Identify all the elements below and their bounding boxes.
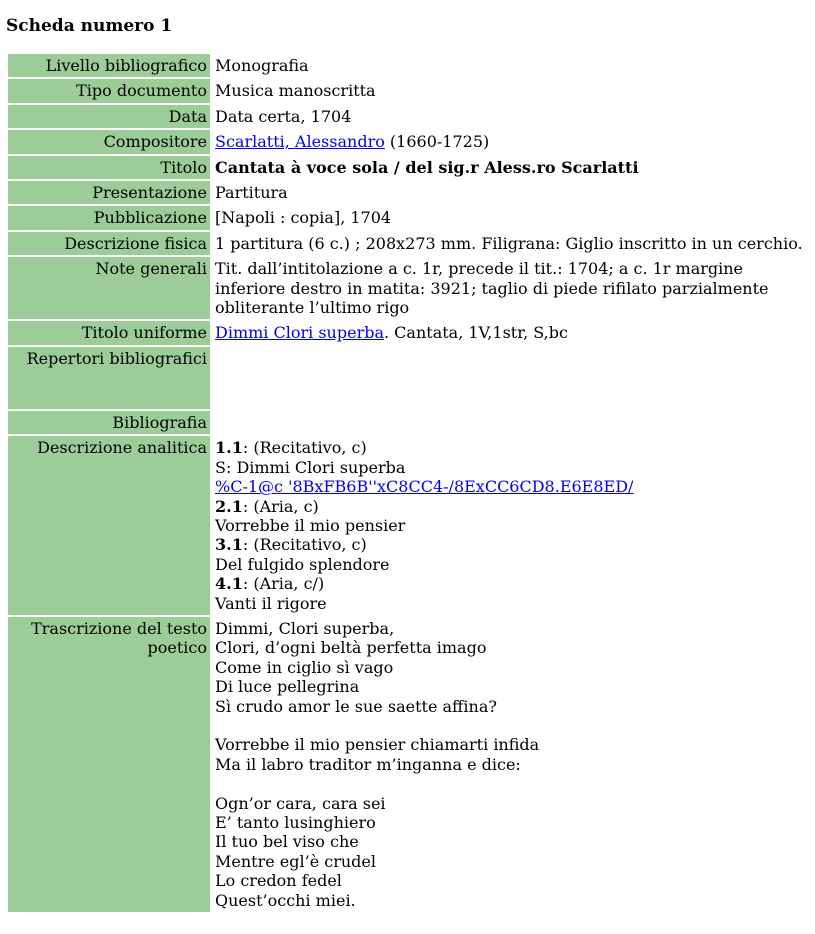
stanza-break [215, 774, 807, 793]
row-presentazione [8, 181, 810, 204]
analytic-incipit [215, 477, 807, 496]
incipit-link[interactable]: %C-1@c '8BxFB6B''xC8CC4-/8ExCC6CD8.E6E8ED/ [215, 477, 634, 497]
analytic-entry-heading [215, 574, 807, 593]
row-tipo [8, 79, 810, 102]
row-data [8, 105, 810, 128]
label-tipo: Tipo documento [8, 79, 210, 102]
value-presentazione: Partitura [215, 183, 288, 203]
label-trascrizione [8, 617, 210, 912]
analytic-entry-text: S: Dimmi Clori superba [215, 457, 406, 477]
poem-line: Dimmi, Clori superba, [215, 618, 395, 638]
label-titolo-uniforme: Titolo uniforme [8, 321, 210, 344]
page-title: Scheda numero 1 [6, 16, 173, 36]
label-compositore: Compositore [8, 130, 210, 153]
analytic-entry-number: 2.1 [215, 496, 243, 516]
poem-line: Mentre egl’è crudel [215, 851, 376, 871]
value-livello: Monografia [215, 56, 309, 75]
value-compositore [212, 130, 810, 153]
analytic-entry-text: Vanti il rigore [215, 593, 327, 613]
poem-line: Di luce pellegrina [215, 677, 360, 697]
analytic-entry-heading [215, 497, 807, 516]
row-descrizione-fisica [8, 232, 810, 255]
label-trascrizione-line: poetico [147, 638, 207, 658]
analytic-entry-desc: : (Recitativo, c) [242, 438, 367, 458]
label-bibliografia: Bibliografia [8, 411, 210, 434]
analytic-entry-desc: : (Aria, c) [242, 496, 319, 516]
composer-link[interactable]: Scarlatti, Alessandro [215, 132, 385, 152]
analytic-entry-desc: : (Aria, c/) [242, 574, 325, 594]
poem-line: E’ tanto lusinghiero [215, 812, 376, 832]
poem-line: Ogn’or cara, cara sei [215, 793, 386, 813]
poem-line: Come in ciglio sì vago [215, 657, 394, 677]
label-livello: Livello bibliografico [8, 54, 210, 77]
note-line: Tit. dall’intitolazione a c. 1r, precede il tit.: 1704; a c. 1r margine [215, 259, 744, 279]
poem-line: Vorrebbe il mio pensier chiamarti infida [215, 735, 540, 755]
poem-line: Quest’occhi miei. [215, 890, 356, 910]
analytic-entry-number: 3.1 [215, 535, 243, 555]
value-trascrizione [212, 617, 810, 912]
poem-line: Ma il labro traditor m’inganna e dice: [215, 754, 521, 774]
value-repertori [212, 347, 810, 409]
analytic-entry-desc: : (Recitativo, c) [242, 535, 367, 555]
value-descrizione-fisica: 1 partitura (6 c.) ; 208x273 mm. Filigrana: Giglio inscritto in un cerchio. [215, 233, 803, 253]
label-note: Note generali [8, 257, 210, 319]
label-presentazione: Presentazione [8, 181, 210, 204]
uniform-title-link[interactable]: Dimmi Clori superba [215, 323, 384, 343]
composer-dates: (1660-1725) [384, 132, 490, 152]
row-livello [8, 54, 810, 77]
value-tipo: Musica manoscritta [215, 81, 376, 101]
row-pubblicazione [8, 206, 810, 229]
row-descrizione-analitica [8, 436, 810, 615]
label-titolo: Titolo [8, 156, 210, 179]
uniform-title-suffix: . Cantata, 1V,1str, S,bc [384, 323, 568, 343]
row-note [8, 257, 810, 319]
value-data: Data certa, 1704 [215, 106, 352, 126]
analytic-entry-heading [215, 438, 807, 457]
analytic-entry-heading [215, 535, 807, 554]
analytic-entry-number: 4.1 [215, 574, 243, 594]
poem-line: Sì crudo amor le sue saette affina? [215, 696, 497, 716]
label-descrizione-fisica: Descrizione fisica [8, 232, 210, 255]
value-titolo-uniforme [212, 321, 810, 344]
note-line: inferiore destro in matita: 3921; taglio di piede rifilato parzialmente [215, 278, 769, 298]
row-bibliografia [8, 411, 810, 434]
row-trascrizione [8, 617, 810, 912]
poem-line: Clori, d’ogni beltà perfetta imago [215, 638, 487, 658]
row-repertori [8, 347, 810, 409]
label-repertori: Repertori bibliografici [8, 347, 210, 409]
stanza-break [215, 716, 807, 735]
poem-line: Lo credon fedel [215, 871, 342, 891]
label-trascrizione-line: Trascrizione del testo [31, 618, 207, 638]
value-bibliografia [212, 411, 810, 434]
value-descrizione-analitica [212, 436, 810, 615]
row-compositore [8, 130, 810, 153]
poem-line: Il tuo bel viso che [215, 832, 359, 852]
record-table [6, 52, 812, 914]
label-data: Data [8, 105, 210, 128]
note-line: obliterante l’ultimo rigo [215, 298, 410, 318]
label-pubblicazione: Pubblicazione [8, 206, 210, 229]
analytic-entry-text: Vorrebbe il mio pensier [215, 515, 406, 535]
label-descrizione-analitica: Descrizione analitica [8, 436, 210, 615]
value-note [212, 257, 810, 319]
value-titolo: Cantata à voce sola / del sig.r Aless.ro Scarlatti [215, 157, 639, 177]
analytic-entry-text: Del fulgido splendore [215, 554, 390, 574]
row-titolo [8, 156, 810, 179]
row-titolo-uniforme [8, 321, 810, 344]
value-pubblicazione: [Napoli : copia], 1704 [215, 208, 392, 228]
analytic-entry-number: 1.1 [215, 438, 243, 458]
